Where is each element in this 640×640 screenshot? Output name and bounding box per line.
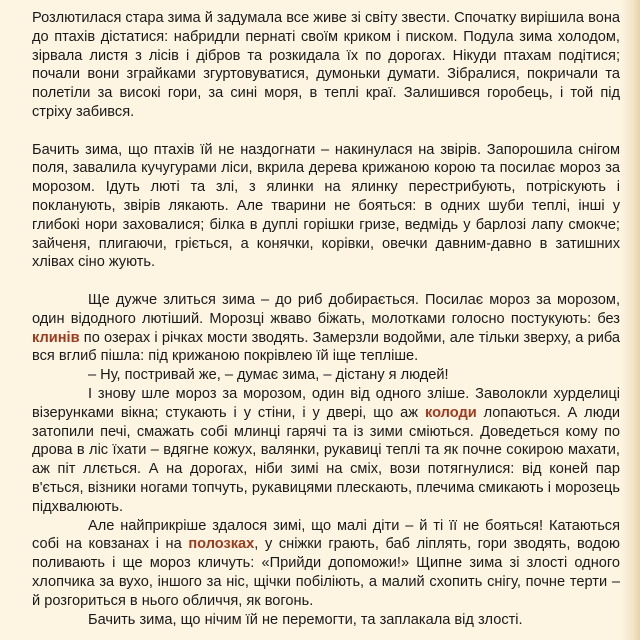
paragraph-5: І знову шле мороз за морозом, один від одного зліше. Заволокли хурделиці візерунками вікна; стукають і у стіни, і у двері, що аж колоди лопаються. А люди затопили печі, смажать собі млинці гарячі та із зими сміються. Доведеться кому по дрова в ліс їхати – вдягне кожух, валянки, рукавиці теплі та як почне сокирою махати, аж піт ллється. А на дорогах, ніби зимі на сміх, вози потягнулися: від коней пар в'ється, візники ногами топчуть, рукавицями плескають, плечима смикають і морозець підхвалюють. xyxy=(32,385,620,515)
paragraph-2: Бачить зима, що птахів їй не наздогнати – накинулася на звірів. Запорошила снігом поля, завалила кучугурами ліси, вкрила дерева крижаною корою та посилає мороз за морозом. Ідуть люті та злі, з ялинки на ялинку перестрибують, потріскують і покланують, звірів лякають. Але тварини не бояться: в одних шуби теплі, інші у глибокі нори заховалися; білка в дуплі горішки гризе, ведмідь у барлозі лапу смокче; зайченя, плигаючи, гріється, а конячки, корівки, овечки давним-давно в затишних хлівах сіно жують. xyxy=(32,141,620,271)
highlighted-word-kolody: колоди xyxy=(424,404,477,421)
paragraph-7: Бачить зима, що нічим їй не перемогти, та заплакала від злості. xyxy=(88,611,523,628)
highlighted-word-polozkakh: полозках xyxy=(188,536,255,553)
paragraph-gap xyxy=(32,122,620,141)
paragraph-6: Але найприкріше здалося зимі, що малі діти – й ті її не бояться! Катаються собі на ковзанах і на полозках, у сніжки грають, баб ліплять, гори зводять, водою поливають і ще мороз кличуть: «Прийди допоможи!» Щипне зима зі злості одного хлопчика за вухо, іншого за ніс, щічки побіліють, а малий схопить снігу, почне терти – й розгориться в нього обличчя, як вогонь. xyxy=(32,517,620,609)
paragraph-gap xyxy=(32,272,620,291)
paragraph-4: – Ну, постривай же, – думає зима, – дістану я людей! xyxy=(88,367,449,384)
highlighted-word-klyniv: клинів xyxy=(32,329,80,346)
paragraph-1: Розлютилася стара зима й задумала все живе зі світу звести. Спочатку вирішила вона до птахів дістатися: набридли пернаті своїм криком і писком. Подула зима холодом, зірвала листя з лісів і дібров та розкидала їх по дорогах. Нікуди птахам подітися; почали вони зграйками згуртовуватися, думоньки думати. Зібралися, покричали та полетіли за високі гори, за сині моря, в теплі краї. Залишився горобець, і той під стріху забився. xyxy=(32,10,620,120)
story-text xyxy=(32,9,620,629)
paragraph-3: Ще дужче злиться зима – до риб добирається. Посилає мороз за морозом, один відодного лютіший. Морозці жваво біжать, молотками голосно постукують: без клинів по озерах і річках мости зводять. Замерзли водойми, але тільки зверху, а риба вся вглиб пішла: під крижаною покрівлею їй іще тепліше. xyxy=(32,291,620,365)
